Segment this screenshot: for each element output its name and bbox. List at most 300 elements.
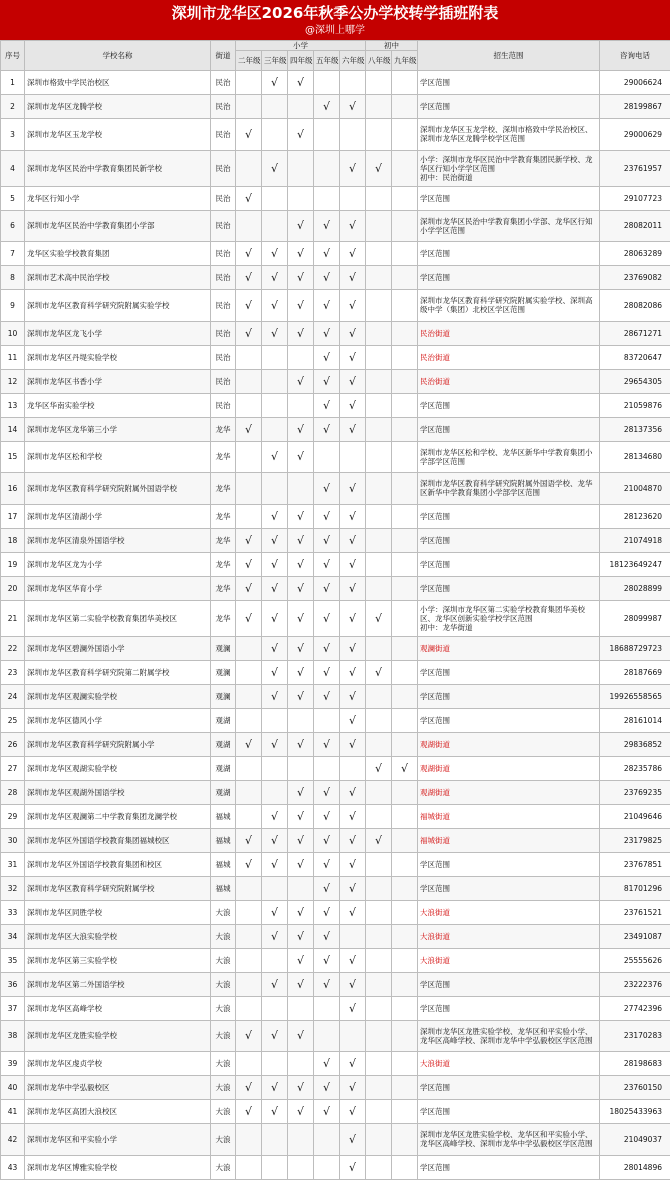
street-name: 民治 <box>211 393 236 417</box>
grade-availability <box>236 948 262 972</box>
grade-availability <box>262 1155 288 1179</box>
enrollment-range-line: 民治街道 <box>420 352 450 362</box>
enrollment-range-line: 学区范围 <box>420 667 450 677</box>
street-name: 民治 <box>211 186 236 210</box>
check-mark-icon: √ <box>296 326 304 340</box>
grade-availability <box>392 119 418 151</box>
row-index: 20 <box>1 576 25 600</box>
check-mark-icon: √ <box>296 953 304 967</box>
grade-availability <box>314 552 340 576</box>
grade-availability <box>340 95 366 119</box>
enrollment-range-line: 初中：民治街道 <box>420 172 473 182</box>
grade-availability <box>314 266 340 290</box>
grade-availability <box>314 804 340 828</box>
row-index: 22 <box>1 636 25 660</box>
grade-availability <box>314 924 340 948</box>
street-name: 民治 <box>211 369 236 393</box>
check-mark-icon: √ <box>322 374 330 388</box>
row-index: 41 <box>1 1100 25 1124</box>
enrollment-range <box>418 660 600 684</box>
grade-availability <box>288 636 314 660</box>
enrollment-range <box>418 1076 600 1100</box>
grade-availability <box>288 900 314 924</box>
school-name: 深圳市龙华区龙胜实验学校 <box>25 1020 211 1052</box>
check-mark-icon: √ <box>296 219 304 233</box>
check-mark-icon: √ <box>270 929 278 943</box>
check-mark-icon: √ <box>348 557 356 571</box>
grade-availability <box>314 95 340 119</box>
phone-number: 21074918 <box>600 528 670 552</box>
street-name: 民治 <box>211 119 236 151</box>
enrollment-range-line: 小学：深圳市龙华区第二实验学校教育集团华美校区、龙华区创新实验学校学区范围 <box>420 604 585 623</box>
check-mark-icon: √ <box>296 76 304 89</box>
grade-availability <box>262 828 288 852</box>
check-mark-icon: √ <box>348 665 356 679</box>
grade-availability <box>340 321 366 345</box>
row-index: 15 <box>1 441 25 473</box>
grade-availability <box>366 996 392 1020</box>
grade-availability <box>366 150 392 186</box>
grade-availability <box>262 804 288 828</box>
street-name: 龙华 <box>211 576 236 600</box>
page-header <box>0 0 670 40</box>
check-mark-icon: √ <box>348 161 356 175</box>
grade-availability <box>262 345 288 369</box>
grade-availability <box>262 948 288 972</box>
table-row <box>1 321 670 345</box>
check-mark-icon: √ <box>296 1105 304 1118</box>
phone-number: 23170283 <box>600 1020 670 1052</box>
phone-number: 18123649247 <box>600 552 670 576</box>
phone-number: 25555626 <box>600 948 670 972</box>
table-row <box>1 948 670 972</box>
grade-availability <box>236 1155 262 1179</box>
grade-availability <box>314 1052 340 1076</box>
enrollment-range <box>418 290 600 322</box>
grade-availability <box>314 119 340 151</box>
table-row <box>1 684 670 708</box>
enrollment-range <box>418 504 600 528</box>
check-mark-icon: √ <box>348 1105 356 1118</box>
table-row <box>1 708 670 732</box>
grade-availability <box>288 948 314 972</box>
grade-availability <box>366 972 392 996</box>
phone-number: 28671271 <box>600 321 670 345</box>
grade-availability <box>366 552 392 576</box>
grade-availability <box>340 996 366 1020</box>
grade-availability <box>288 780 314 804</box>
grade-availability <box>236 393 262 417</box>
table-row <box>1 924 670 948</box>
check-mark-icon: √ <box>296 298 304 312</box>
check-mark-icon: √ <box>270 76 278 89</box>
row-index: 1 <box>1 71 25 95</box>
table-row <box>1 1076 670 1100</box>
grade-availability <box>288 852 314 876</box>
grade-availability <box>392 660 418 684</box>
phone-number: 28063289 <box>600 242 670 266</box>
street-name: 大浪 <box>211 1124 236 1156</box>
grade-availability <box>366 756 392 780</box>
grade-availability <box>288 1155 314 1179</box>
check-mark-icon: √ <box>244 191 252 205</box>
check-mark-icon: √ <box>374 665 382 679</box>
enrollment-range <box>418 473 600 505</box>
street-name: 龙华 <box>211 600 236 636</box>
enrollment-range <box>418 441 600 473</box>
grade-availability <box>288 441 314 473</box>
phone-number: 81701296 <box>600 876 670 900</box>
enrollment-range-line: 大浪街道 <box>420 955 450 965</box>
check-mark-icon: √ <box>348 737 356 751</box>
check-mark-icon: √ <box>270 857 278 871</box>
grade-availability <box>236 210 262 242</box>
grade-availability <box>236 528 262 552</box>
check-mark-icon: √ <box>296 557 304 571</box>
enrollment-range-line: 观澜街道 <box>420 643 450 653</box>
phone-number: 28235786 <box>600 756 670 780</box>
street-name: 福城 <box>211 804 236 828</box>
grade-availability <box>392 441 418 473</box>
school-name: 深圳市龙华区观澜第二中学教育集团龙澜学校 <box>25 804 211 828</box>
grade-availability <box>340 600 366 636</box>
grade-availability <box>262 600 288 636</box>
table-row <box>1 417 670 441</box>
grade-availability <box>262 1100 288 1124</box>
grade-availability <box>392 369 418 393</box>
grade-availability <box>340 1076 366 1100</box>
enrollment-range <box>418 576 600 600</box>
check-mark-icon: √ <box>296 809 304 823</box>
row-index: 35 <box>1 948 25 972</box>
phone-number: 23222376 <box>600 972 670 996</box>
enrollment-range-line: 学区范围 <box>420 1083 450 1092</box>
enrollment-range-line: 学区范围 <box>420 193 450 203</box>
grade-availability <box>366 266 392 290</box>
grade-availability <box>262 186 288 210</box>
check-mark-icon: √ <box>322 557 330 571</box>
grade-availability <box>314 369 340 393</box>
check-mark-icon: √ <box>296 533 304 547</box>
grade-availability <box>236 1052 262 1076</box>
school-name: 深圳市龙华区德风小学 <box>25 708 211 732</box>
check-mark-icon: √ <box>348 533 356 547</box>
grade-availability <box>366 441 392 473</box>
grade-availability <box>340 528 366 552</box>
enrollment-range <box>418 636 600 660</box>
grade-availability <box>288 972 314 996</box>
phone-number: 18688729723 <box>600 636 670 660</box>
grade-availability <box>340 1020 366 1052</box>
grade-availability <box>236 924 262 948</box>
check-mark-icon: √ <box>244 1029 252 1043</box>
check-mark-icon: √ <box>322 398 330 412</box>
table-row <box>1 1052 670 1076</box>
grade-availability <box>288 266 314 290</box>
check-mark-icon: √ <box>296 905 304 919</box>
grade-availability <box>288 504 314 528</box>
grade-availability <box>262 900 288 924</box>
check-mark-icon: √ <box>244 557 252 571</box>
check-mark-icon: √ <box>296 929 304 943</box>
check-mark-icon: √ <box>322 100 330 113</box>
grade-availability <box>366 290 392 322</box>
check-mark-icon: √ <box>348 713 356 727</box>
grade-availability <box>314 600 340 636</box>
check-mark-icon: √ <box>348 689 356 703</box>
check-mark-icon: √ <box>270 641 278 655</box>
grade-availability <box>340 345 366 369</box>
grade-availability <box>314 996 340 1020</box>
enrollment-range-line: 深圳市龙华区龙胜实验学校、龙华区和平实验小学、龙华区高峰学校、深圳市龙华中学弘毅校区学区范围 <box>420 1130 593 1149</box>
transfer-table <box>0 40 670 1180</box>
enrollment-range-line: 福城街道 <box>420 835 450 845</box>
check-mark-icon: √ <box>244 1105 252 1118</box>
grade-availability <box>340 660 366 684</box>
grade-availability <box>236 552 262 576</box>
phone-number: 23761521 <box>600 900 670 924</box>
grade-availability <box>392 1020 418 1052</box>
grade-availability <box>366 528 392 552</box>
grade-availability <box>392 242 418 266</box>
street-name: 观澜 <box>211 684 236 708</box>
grade-availability <box>392 71 418 95</box>
grade-availability <box>392 876 418 900</box>
row-index: 27 <box>1 756 25 780</box>
check-mark-icon: √ <box>244 422 252 436</box>
check-mark-icon: √ <box>322 611 330 625</box>
row-index: 33 <box>1 900 25 924</box>
check-mark-icon: √ <box>348 977 356 991</box>
check-mark-icon: √ <box>322 737 330 751</box>
row-index: 34 <box>1 924 25 948</box>
grade-availability <box>366 900 392 924</box>
check-mark-icon: √ <box>296 127 304 141</box>
grade-availability <box>262 242 288 266</box>
table-row <box>1 1124 670 1156</box>
row-index: 31 <box>1 852 25 876</box>
street-name: 大浪 <box>211 972 236 996</box>
grade-availability <box>340 1052 366 1076</box>
check-mark-icon: √ <box>244 833 252 847</box>
header-grade-2: 二年级 <box>236 51 262 71</box>
table-row <box>1 756 670 780</box>
grade-availability <box>236 876 262 900</box>
row-index: 16 <box>1 473 25 505</box>
enrollment-range <box>418 266 600 290</box>
school-name: 深圳市龙华区高峰学校 <box>25 996 211 1020</box>
table-row <box>1 186 670 210</box>
grade-availability <box>236 732 262 756</box>
header-school: 学校名称 <box>25 41 211 71</box>
street-name: 民治 <box>211 290 236 322</box>
check-mark-icon: √ <box>244 298 252 312</box>
grade-availability <box>366 1100 392 1124</box>
phone-number: 27742396 <box>600 996 670 1020</box>
grade-availability <box>262 1124 288 1156</box>
row-index: 36 <box>1 972 25 996</box>
check-mark-icon: √ <box>348 100 356 113</box>
check-mark-icon: √ <box>348 1001 356 1015</box>
school-name: 深圳市龙华区高团大浪校区 <box>25 1100 211 1124</box>
street-name: 龙华 <box>211 504 236 528</box>
table-row <box>1 242 670 266</box>
check-mark-icon: √ <box>322 665 330 679</box>
check-mark-icon: √ <box>348 374 356 388</box>
check-mark-icon: √ <box>322 905 330 919</box>
enrollment-range-line: 学区范围 <box>420 424 450 434</box>
check-mark-icon: √ <box>270 737 278 751</box>
grade-availability <box>288 876 314 900</box>
header-grade-8: 八年级 <box>366 51 392 71</box>
check-mark-icon: √ <box>348 581 356 595</box>
phone-number: 23769235 <box>600 780 670 804</box>
check-mark-icon: √ <box>296 509 304 523</box>
grade-availability <box>262 369 288 393</box>
grade-availability <box>236 473 262 505</box>
grade-availability <box>366 345 392 369</box>
table-row <box>1 95 670 119</box>
street-name: 大浪 <box>211 1052 236 1076</box>
grade-availability <box>262 924 288 948</box>
grade-availability <box>340 804 366 828</box>
enrollment-range <box>418 393 600 417</box>
check-mark-icon: √ <box>296 1029 304 1043</box>
check-mark-icon: √ <box>322 809 330 823</box>
grade-availability <box>288 290 314 322</box>
grade-availability <box>236 900 262 924</box>
enrollment-range <box>418 1100 600 1124</box>
table-row <box>1 900 670 924</box>
grade-availability <box>262 852 288 876</box>
check-mark-icon: √ <box>244 857 252 871</box>
check-mark-icon: √ <box>322 929 330 943</box>
enrollment-range-line: 小学：深圳市龙华区民治中学教育集团民新学校、龙华区行知小学学区范围 <box>420 154 593 173</box>
enrollment-range <box>418 528 600 552</box>
grade-availability <box>392 528 418 552</box>
phone-number: 18025433963 <box>600 1100 670 1124</box>
table-row <box>1 1020 670 1052</box>
grade-availability <box>262 441 288 473</box>
street-name: 观澜 <box>211 660 236 684</box>
check-mark-icon: √ <box>322 219 330 233</box>
row-index: 30 <box>1 828 25 852</box>
grade-availability <box>340 828 366 852</box>
check-mark-icon: √ <box>270 247 278 260</box>
check-mark-icon: √ <box>244 1081 252 1094</box>
check-mark-icon: √ <box>296 374 304 388</box>
enrollment-range <box>418 708 600 732</box>
phone-number: 23761957 <box>600 150 670 186</box>
street-name: 民治 <box>211 321 236 345</box>
enrollment-range-line: 学区范围 <box>420 979 450 989</box>
phone-number: 28161014 <box>600 708 670 732</box>
grade-availability <box>314 290 340 322</box>
check-mark-icon: √ <box>348 857 356 871</box>
grade-availability <box>262 1052 288 1076</box>
grade-availability <box>236 636 262 660</box>
table-row <box>1 828 670 852</box>
school-name: 深圳市龙华区碧澜外国语小学 <box>25 636 211 660</box>
check-mark-icon: √ <box>296 422 304 436</box>
enrollment-range-line: 学区范围 <box>420 511 450 521</box>
check-mark-icon: √ <box>322 641 330 655</box>
table-row <box>1 504 670 528</box>
table-row <box>1 150 670 186</box>
grade-availability <box>366 948 392 972</box>
grade-availability <box>288 708 314 732</box>
check-mark-icon: √ <box>296 689 304 703</box>
check-mark-icon: √ <box>270 450 278 464</box>
check-mark-icon: √ <box>296 785 304 799</box>
check-mark-icon: √ <box>270 271 278 284</box>
grade-availability <box>340 417 366 441</box>
street-name: 大浪 <box>211 996 236 1020</box>
check-mark-icon: √ <box>322 881 330 895</box>
table-row <box>1 473 670 505</box>
grade-availability <box>340 150 366 186</box>
row-index: 24 <box>1 684 25 708</box>
grade-availability <box>340 780 366 804</box>
row-index: 19 <box>1 552 25 576</box>
enrollment-range <box>418 876 600 900</box>
grade-availability <box>236 290 262 322</box>
check-mark-icon: √ <box>348 881 356 895</box>
row-index: 3 <box>1 119 25 151</box>
header-index: 序号 <box>1 41 25 71</box>
school-name: 深圳市龙华区民治中学教育集团民新学校 <box>25 150 211 186</box>
school-name: 深圳市龙华区龙飞小学 <box>25 321 211 345</box>
grade-availability <box>340 900 366 924</box>
grade-availability <box>340 210 366 242</box>
check-mark-icon: √ <box>348 247 356 260</box>
check-mark-icon: √ <box>374 161 382 175</box>
row-index: 4 <box>1 150 25 186</box>
row-index: 2 <box>1 95 25 119</box>
school-name: 深圳市龙华区玉龙学校 <box>25 119 211 151</box>
grade-availability <box>392 756 418 780</box>
grade-availability <box>340 684 366 708</box>
phone-number: 23760150 <box>600 1076 670 1100</box>
phone-number: 29654305 <box>600 369 670 393</box>
check-mark-icon: √ <box>322 1081 330 1094</box>
enrollment-range <box>418 150 600 186</box>
check-mark-icon: √ <box>374 833 382 847</box>
row-index: 11 <box>1 345 25 369</box>
check-mark-icon: √ <box>322 481 330 495</box>
grade-availability <box>366 1076 392 1100</box>
table-row <box>1 369 670 393</box>
row-index: 23 <box>1 660 25 684</box>
check-mark-icon: √ <box>270 557 278 571</box>
grade-availability <box>314 708 340 732</box>
grade-availability <box>340 473 366 505</box>
street-name: 福城 <box>211 828 236 852</box>
grade-availability <box>314 900 340 924</box>
check-mark-icon: √ <box>348 298 356 312</box>
header-range: 招生范围 <box>418 41 600 71</box>
grade-availability <box>392 852 418 876</box>
enrollment-range <box>418 684 600 708</box>
street-name: 民治 <box>211 345 236 369</box>
grade-availability <box>392 636 418 660</box>
grade-availability <box>236 119 262 151</box>
phone-number: 28099987 <box>600 600 670 636</box>
street-name: 大浪 <box>211 900 236 924</box>
enrollment-range <box>418 119 600 151</box>
check-mark-icon: √ <box>270 533 278 547</box>
enrollment-range-line: 大浪街道 <box>420 1059 450 1068</box>
